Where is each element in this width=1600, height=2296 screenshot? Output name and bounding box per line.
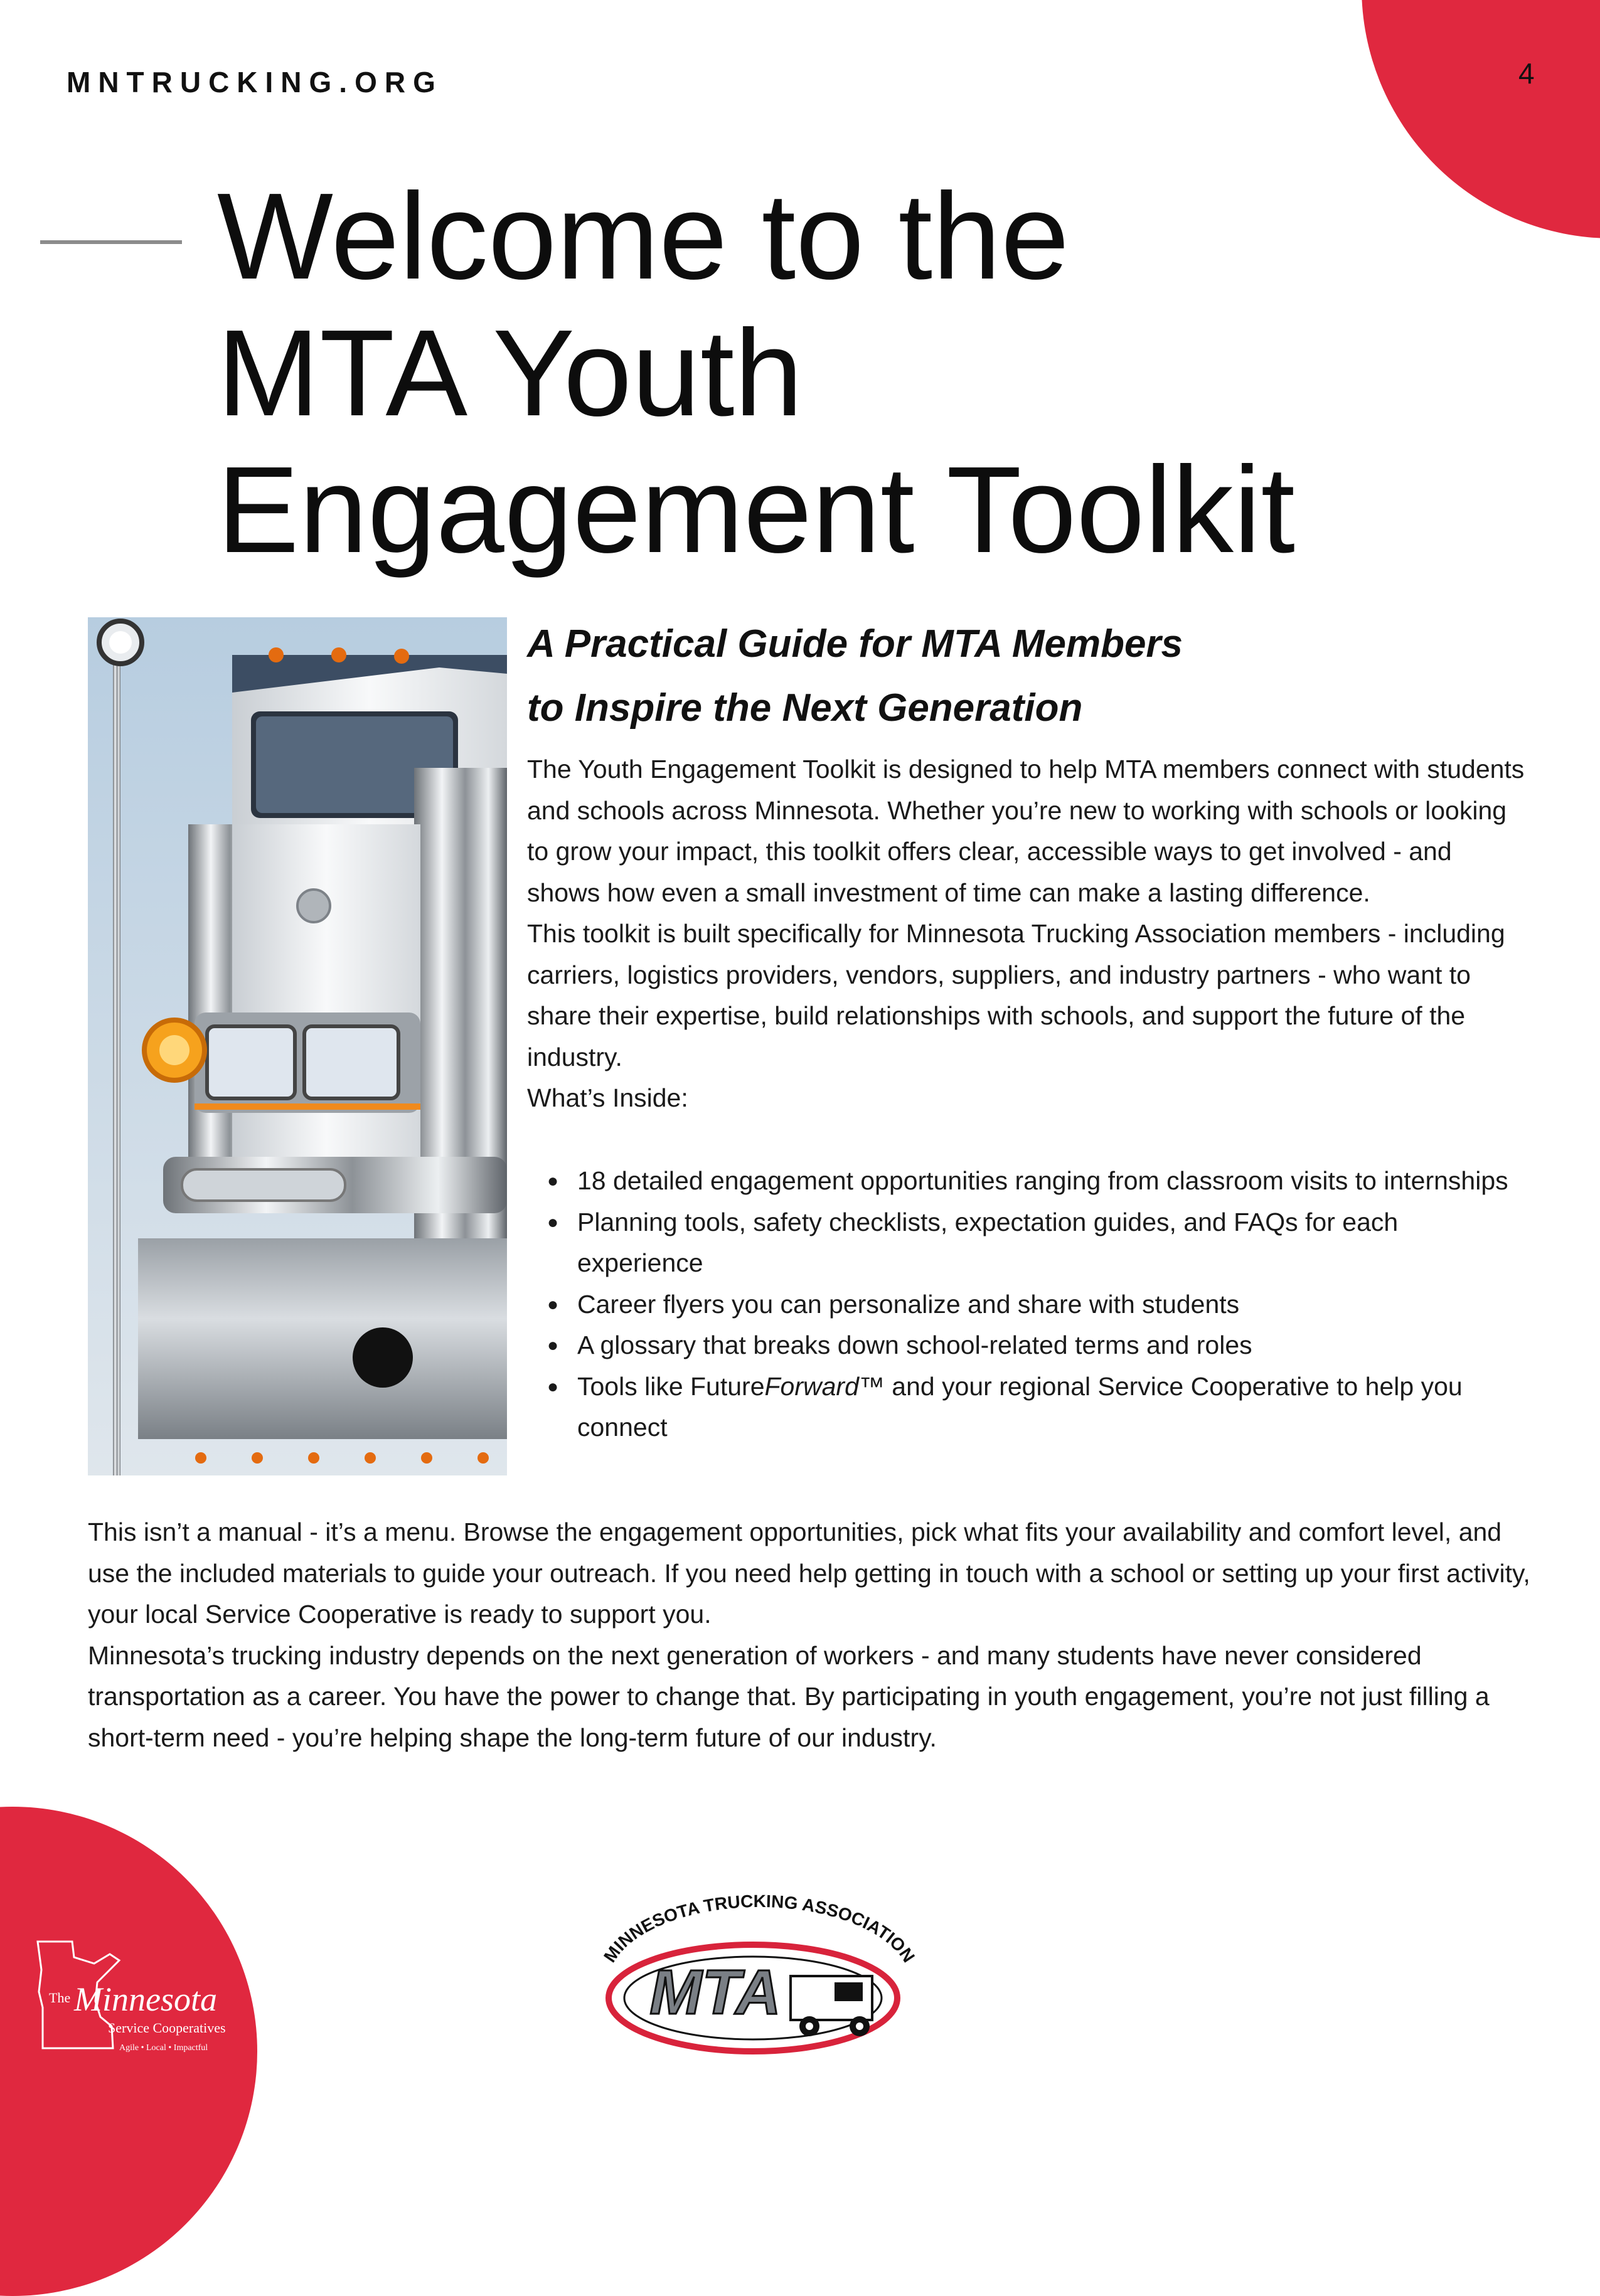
closing-text bbox=[88, 1512, 1531, 1758]
inside-heading: What’s Inside: bbox=[527, 1083, 688, 1112]
intro-paragraph: The Youth Engagement Toolkit is designed to help MTA members connect with students and schools across Minnesota. Whether you’re new to working with schools or looking to grow your impact, this toolkit offers clear, accessible ways to get involved - and shows how even a small investment of time can make a lasting difference. bbox=[527, 755, 1525, 907]
title-line: Engagement Toolkit bbox=[217, 441, 1295, 578]
intro-text bbox=[527, 749, 1531, 1119]
list-item bbox=[527, 1202, 1531, 1284]
svg-text:Service Cooperatives: Service Cooperatives bbox=[108, 2020, 226, 2036]
bullet-icon: ● bbox=[547, 1335, 559, 1356]
list-item-text: A glossary that breaks down school-related terms and roles bbox=[577, 1331, 1252, 1359]
subtitle-line: A Practical Guide for MTA Members bbox=[527, 622, 1183, 666]
subtitle-line: to Inspire the Next Generation bbox=[527, 686, 1083, 730]
closing-paragraph: This isn’t a manual - it’s a menu. Browse the engagement opportunities, pick what fits your availability and comfort level, and use the included materials to guide your outreach. If you need help getting in touch with a school or setting up your first activity, your local Service Cooperative is ready to support you. bbox=[88, 1517, 1530, 1629]
list-item-text-italic: Forward bbox=[764, 1371, 859, 1401]
svg-text:MTA: MTA bbox=[649, 1957, 781, 2028]
title-line: MTA Youth bbox=[217, 304, 803, 442]
bullet-icon: ● bbox=[547, 1211, 559, 1233]
closing-paragraph: Minnesota’s trucking industry depends on the next generation of workers - and many students have never considered transportation as a career. You have the power to change that. By participating in youth engagement, you’re not just filling a short-term need - you’re helping shape the long-term future of our industry. bbox=[88, 1640, 1490, 1752]
intro-paragraph: This toolkit is built specifically for Minnesota Trucking Association members - including carriers, logistics providers, vendors, suppliers, and industry partners - who want to share their expertise, build relationships with schools, and support the future of the industry. bbox=[527, 919, 1505, 1071]
mta-logo bbox=[584, 1888, 935, 2058]
minnesota-service-cooperatives-logo bbox=[25, 1932, 251, 2058]
list-item bbox=[527, 1284, 1531, 1326]
list-item bbox=[527, 1366, 1531, 1448]
list-item-text: Planning tools, safety checklists, expectation guides, and FAQs for each experience bbox=[577, 1207, 1399, 1277]
site-url: MNTRUCKING.ORG bbox=[67, 66, 443, 98]
page-title bbox=[217, 168, 1409, 578]
svg-text:Minnesota: Minnesota bbox=[74, 1980, 217, 2018]
bullet-icon: ● bbox=[547, 1376, 559, 1397]
bullet-icon: ● bbox=[547, 1171, 559, 1191]
bullet-icon: ● bbox=[547, 1294, 559, 1315]
list-item-text-part: Tools like Future bbox=[577, 1371, 765, 1401]
subtitle bbox=[527, 612, 1562, 740]
list-item bbox=[527, 1161, 1531, 1202]
truck-photo bbox=[88, 617, 507, 1475]
svg-text:The: The bbox=[49, 1990, 71, 2006]
list-item-text-part: ™ and your regional Service Cooperative to help you connect bbox=[577, 1371, 1463, 1442]
list-item bbox=[527, 1325, 1531, 1366]
list-item-text: 18 detailed engagement opportunities ranging from classroom visits to internships bbox=[577, 1166, 1508, 1195]
list-item-text bbox=[577, 1372, 1463, 1442]
inside-list bbox=[527, 1161, 1531, 1448]
svg-text:MINNESOTA TRUCKING ASSOCIATION: MINNESOTA TRUCKING ASSOCIATION bbox=[600, 1891, 919, 1966]
list-item-text: Career flyers you can personalize and share with students bbox=[577, 1289, 1240, 1319]
title-rule bbox=[40, 240, 182, 244]
page-number: 4 bbox=[1518, 57, 1535, 90]
title-line: Welcome to the bbox=[217, 167, 1070, 305]
svg-text:Agile • Local • Impactful: Agile • Local • Impactful bbox=[119, 2043, 208, 2053]
